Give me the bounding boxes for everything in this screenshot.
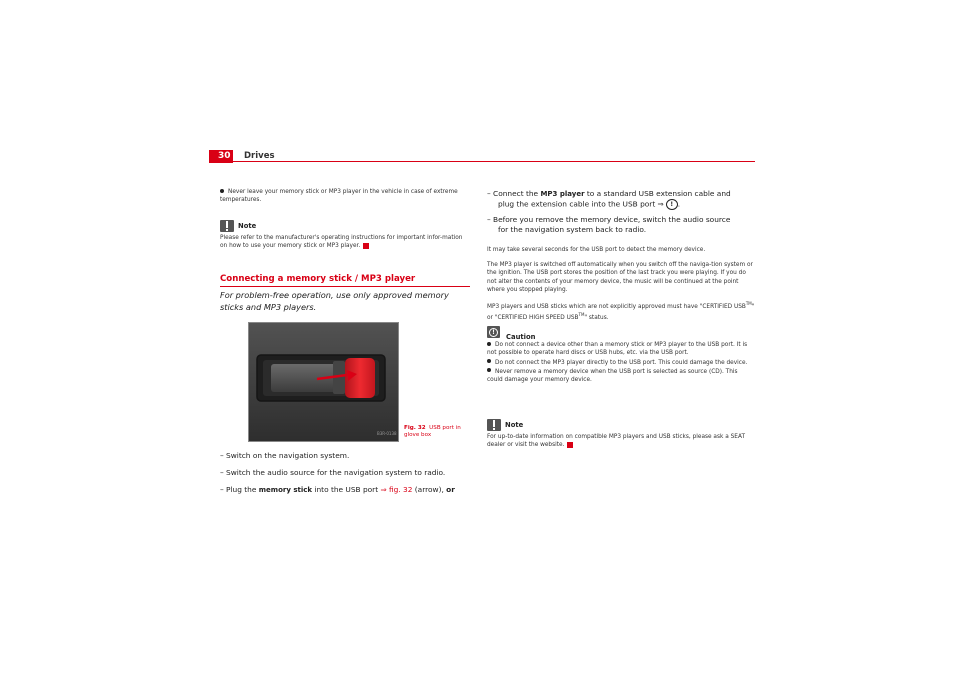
caution-item: Do not connect a device other than a memory stick or MP3 player to the USB port. It is not possible to operate hard discs or USB hubs, etc. via the USB port. xyxy=(487,342,748,357)
bullet-extreme-temperatures: Never leave your memory stick or MP3 player in the vehicle in case of extreme temperatures. xyxy=(220,189,458,204)
caution-heading: Caution xyxy=(506,333,536,341)
paragraph-certified: MP3 players and USB sticks which are not explicitly approved must have "CERTIFIED USB™" or "CERTIFIED HIGH SPEED USB™" status. xyxy=(487,301,755,322)
caution-reference-icon: ! xyxy=(666,199,678,210)
figure-caption: Fig. 32 USB port in glove box xyxy=(404,425,461,439)
bullet-icon xyxy=(487,368,491,372)
note-icon xyxy=(487,419,501,431)
note-heading: Note xyxy=(238,222,257,230)
note-block-1 xyxy=(220,220,470,251)
chapter-title: Drives xyxy=(244,151,275,161)
note-block-2 xyxy=(487,419,755,450)
bullet-icon xyxy=(487,342,491,346)
usb-port-illustration xyxy=(249,323,398,441)
step-switch-source: – Switch the audio source for the navigation system to radio. xyxy=(220,468,446,477)
figure-reference-link[interactable]: ⇒ fig. 32 xyxy=(380,485,413,494)
header-rule xyxy=(209,161,755,162)
step-switch-on: – Switch on the navigation system. xyxy=(220,451,350,460)
figure-usb-port xyxy=(248,322,399,442)
caution-block xyxy=(487,326,755,384)
figure-code: B3R-0138 xyxy=(377,431,397,436)
bullet-icon xyxy=(220,189,224,193)
step-remove-device: – Before you remove the memory device, switch the audio source for the navigation system back to radio. xyxy=(487,215,731,235)
end-marker-icon xyxy=(567,442,573,448)
caution-item: Never remove a memory device when the USB port is selected as source (CD). This could damage your memory device. xyxy=(487,368,738,384)
note-text: Please refer to the manufacturer's operating instructions for important infor-mation on how to use your memory stick or MP3 player. xyxy=(220,235,463,250)
page-number: 30 xyxy=(209,150,233,163)
step-plug-stick: – Plug the memory stick into the USB port ⇒ fig. 32 (arrow), or xyxy=(220,485,455,494)
caution-item: Do not connect the MP3 player directly to the USB port. This could damage the device. xyxy=(487,359,755,367)
caution-icon: ! xyxy=(487,326,500,338)
note-text: For up-to-date information on compatible MP3 players and USB sticks, please ask a SEAT dealer or visit the website. xyxy=(487,434,745,449)
note-heading: Note xyxy=(505,421,524,429)
paragraph-detect: It may take several seconds for the USB port to detect the memory device. xyxy=(487,247,706,253)
step-connect-mp3: – Connect the MP3 player to a standard USB extension cable and plug the extension cable into the USB port ⇒ ! . xyxy=(487,189,731,209)
section-intro: For problem-free operation, use only approved memory sticks and MP3 players. xyxy=(220,290,449,312)
paragraph-auto-off: The MP3 player is switched off automatically when you switch off the naviga-tion system or the ignition. The USB port stores the position of the last track you were playing. If you do not alter the contents of your memory device, the music will be continued at the point where you stopped playing. xyxy=(487,262,753,293)
section-title: Connecting a memory stick / MP3 player xyxy=(220,274,416,284)
note-icon xyxy=(220,220,234,232)
section-rule xyxy=(220,286,470,287)
bullet-icon xyxy=(487,359,491,363)
end-marker-icon xyxy=(363,243,369,249)
